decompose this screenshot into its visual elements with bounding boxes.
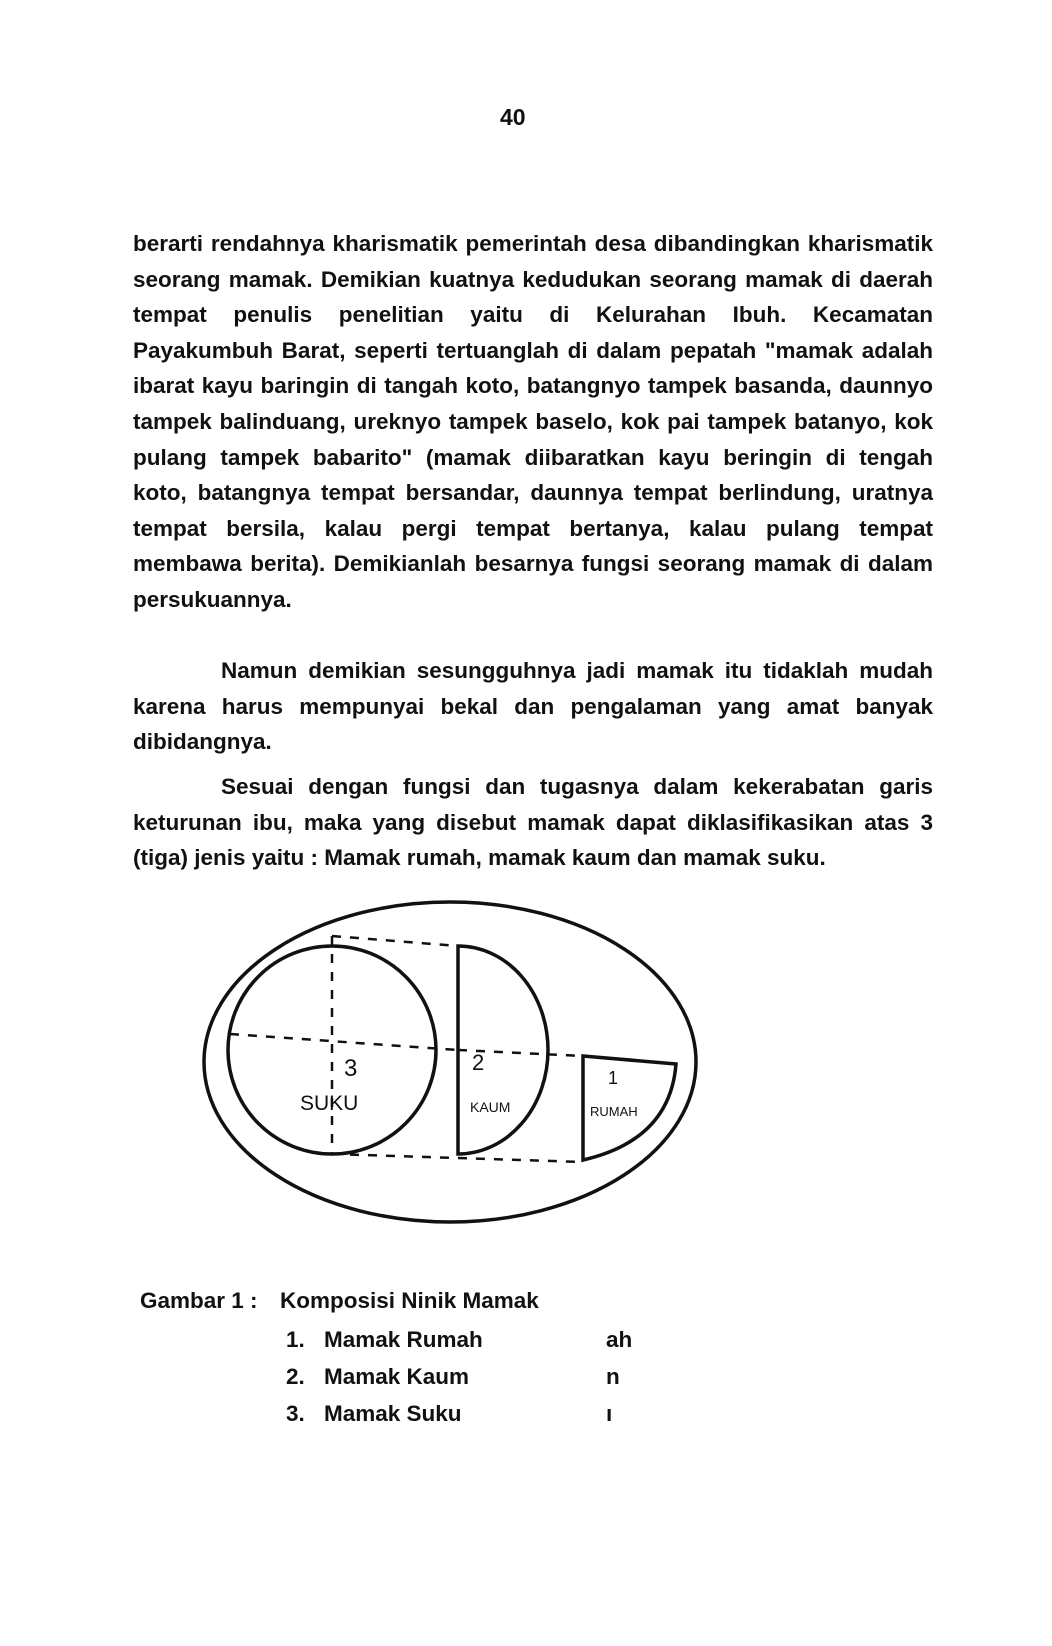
suku-label: SUKU	[300, 1092, 359, 1115]
paragraph-2: Namun demikian sesungguhnya jadi mamak itu tidaklah mudah karena harus mempunyai bekal dan pengalaman yang amat banyak dibidangnya.	[133, 658, 933, 755]
fragment: ah	[606, 1327, 633, 1352]
item-text: Mamak Rumah	[324, 1327, 483, 1352]
kaum-number: 2	[472, 1050, 485, 1075]
list-item	[286, 1321, 483, 1358]
figure-caption	[140, 1283, 539, 1319]
rumah-label: RUMAH	[590, 1104, 638, 1119]
paragraph-1: berarti rendahnya kharismatik pemerintah desa dibandingkan kharismatik seorang mamak. Demikian kuatnya kedudukan seorang mamak di daerah tempat penulis penelitian yaitu di Kelurahan Ibuh. Kecamatan Payakumbuh Barat, seperti tertuanglah di dalam pepatah "mamak adalah ibarat kayu baringin di tangah koto, batangnyo tampek basanda, daunnyo tampek balinduang, ureknyo tampek baselo, kok pai tampek batanyo, kok pulang tampek babarito" (mamak diibaratkan kayu beringin di tengah koto, batangnya tempat bersandar, daunnya tempat berlindung, uratnya tempat bersila, kalau pergi tempat bertanya, kalau pulang tempat membawa berita). Demikianlah besarnya fungsi seorang mamak di dalam persukuannya.	[133, 231, 933, 612]
outer-ellipse	[204, 902, 696, 1222]
dashed-guides	[230, 936, 583, 1162]
item-number: 2.	[286, 1364, 305, 1389]
paragraph-3: Sesuai dengan fungsi dan tugasnya dalam kekerabatan garis keturunan ibu, maka yang disebut mamak dapat diklasifikasikan atas 3 (tiga) jenis yaitu : Mamak rumah, mamak kaum dan mamak suku.	[133, 774, 933, 871]
kaum-label: KAUM	[470, 1099, 511, 1115]
suku-number: 3	[344, 1055, 358, 1082]
item-number: 3.	[286, 1401, 305, 1426]
fragment: n	[606, 1364, 620, 1389]
item-text: Mamak Suku	[324, 1401, 462, 1426]
item-text: Mamak Kaum	[324, 1364, 470, 1389]
item-number: 1.	[286, 1327, 305, 1352]
caption-label: Gambar 1 :	[140, 1288, 258, 1313]
list-item	[286, 1395, 483, 1432]
page-number: 40	[500, 104, 526, 130]
bleed-through-fragments	[606, 1321, 632, 1432]
ninik-mamak-diagram	[200, 900, 740, 1240]
list-item	[286, 1358, 483, 1395]
fragment: ı	[606, 1401, 613, 1426]
rumah-number: 1	[608, 1068, 619, 1088]
caption-title: Komposisi Ninik Mamak	[280, 1288, 539, 1313]
caption-list	[286, 1321, 483, 1432]
